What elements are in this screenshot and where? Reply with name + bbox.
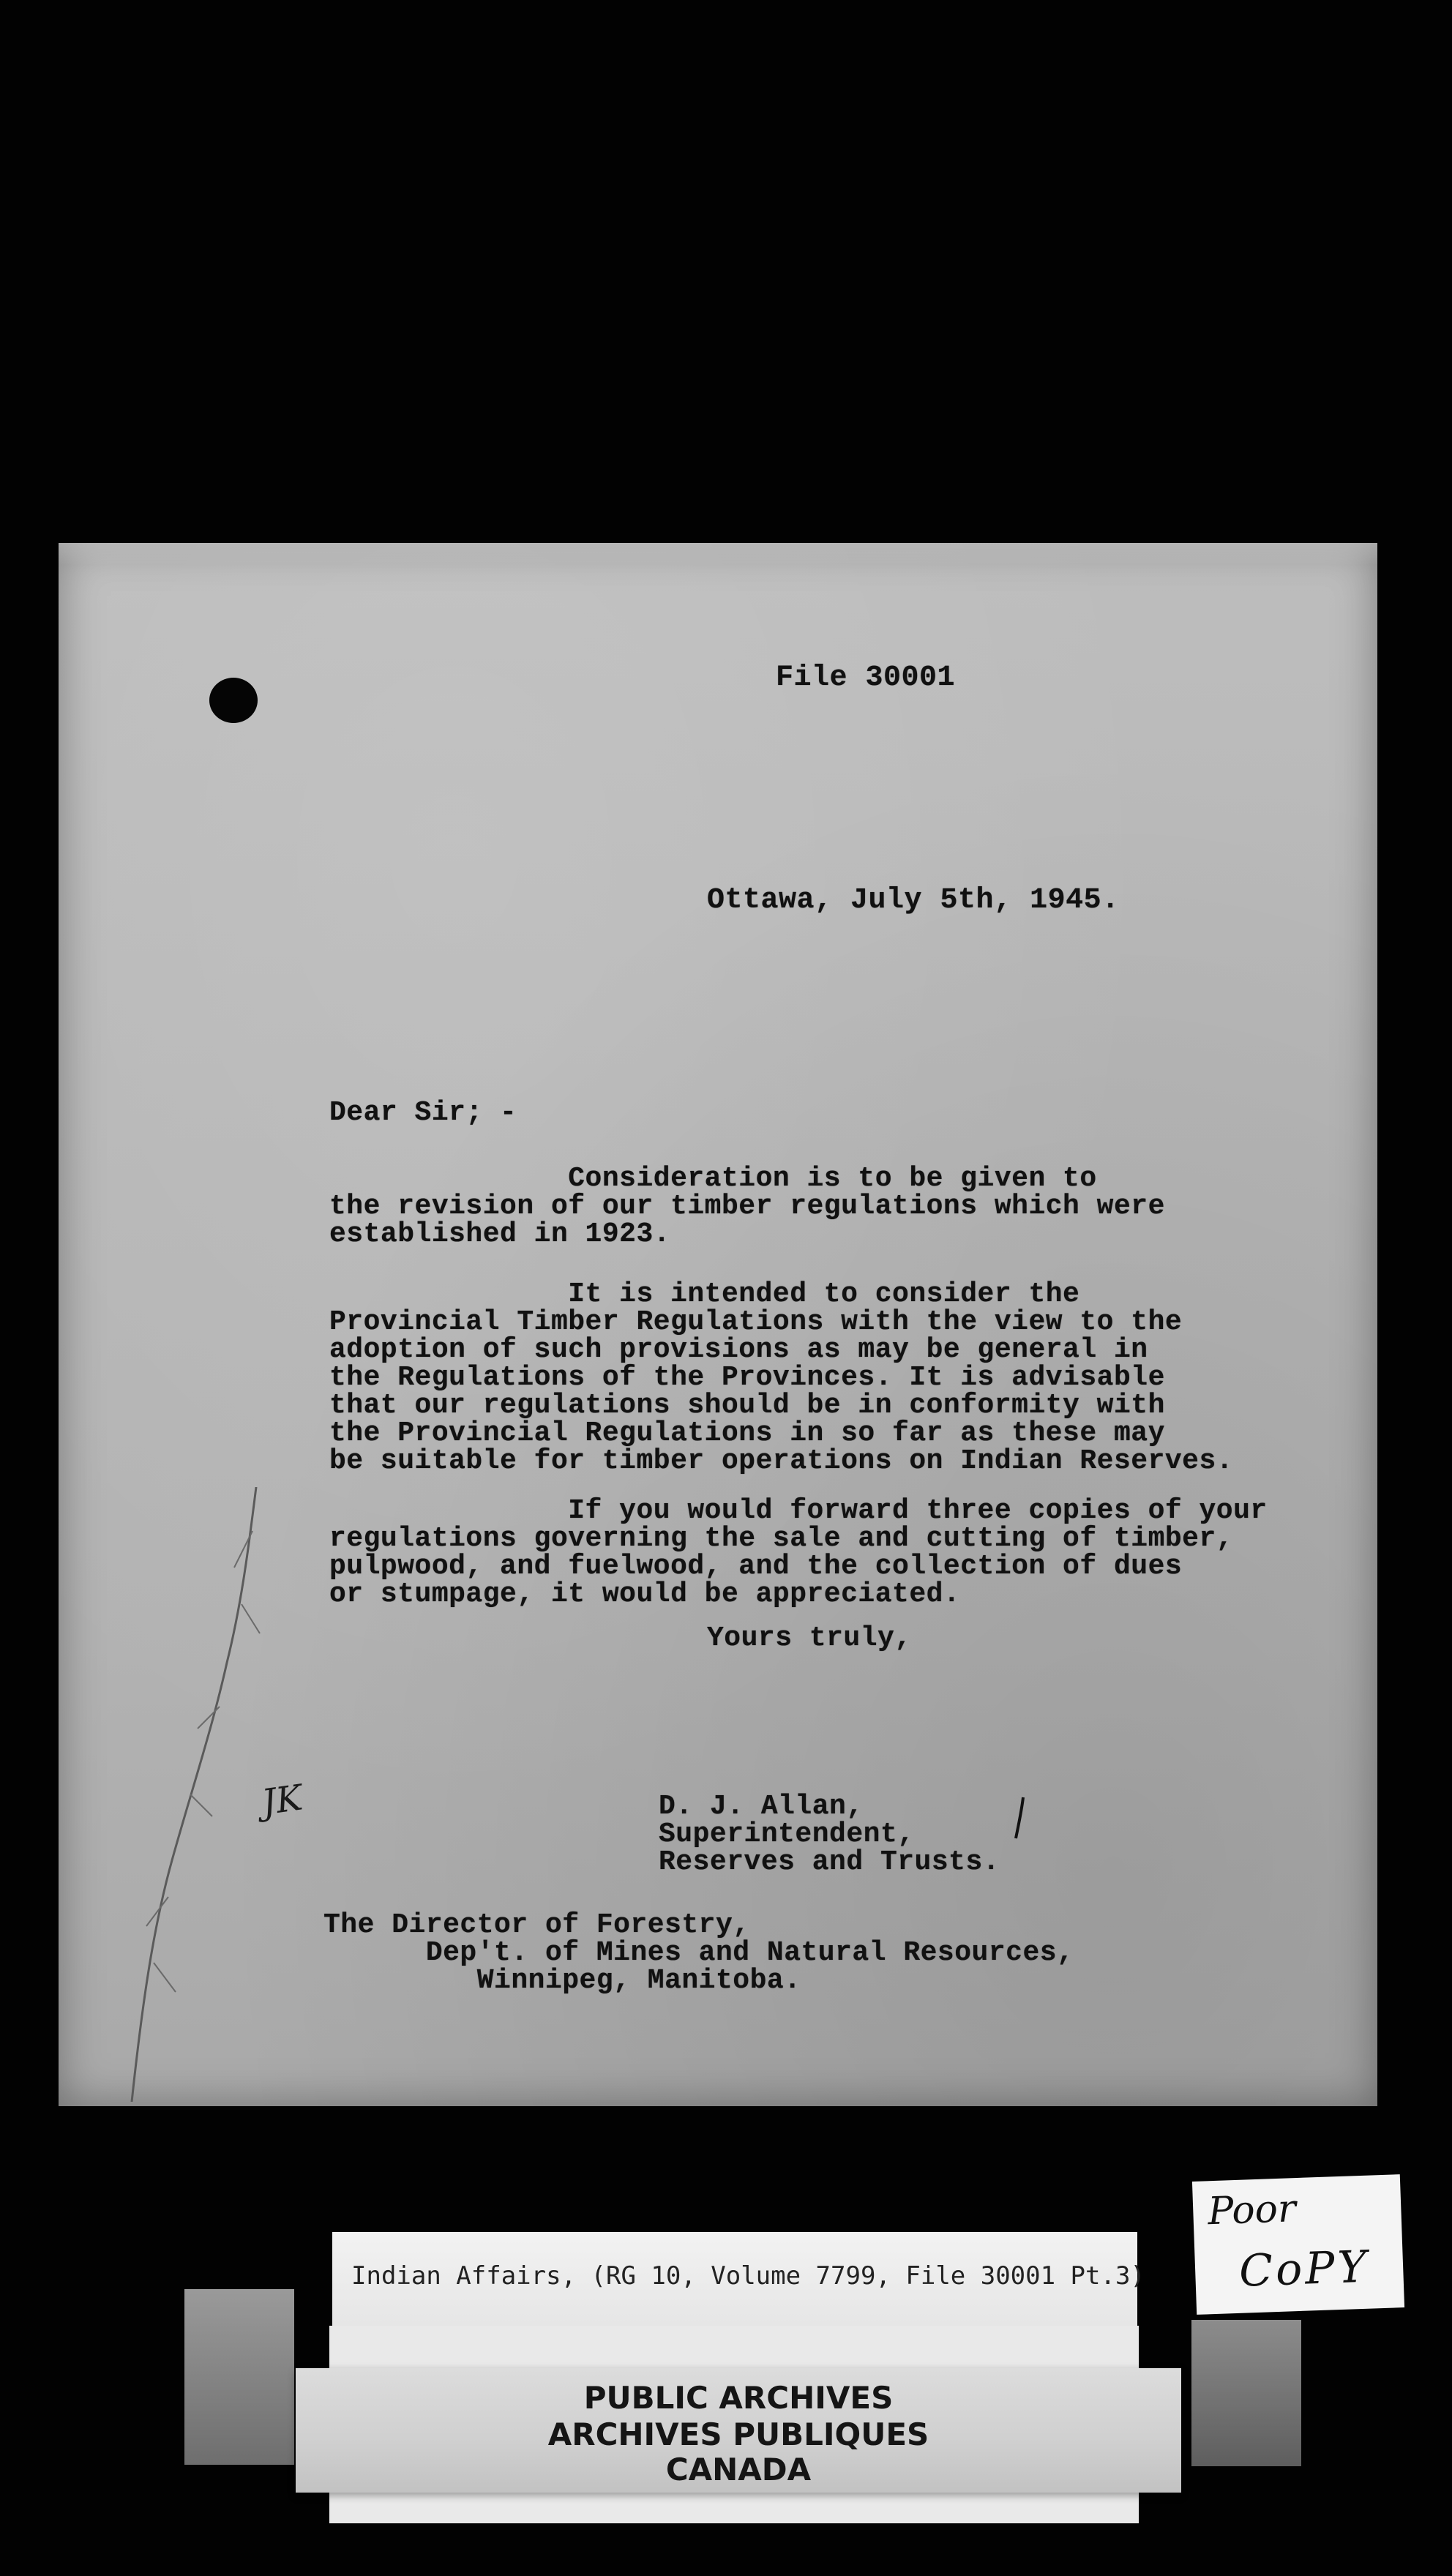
handwritten-initials: JK — [259, 1777, 305, 1824]
poor-copy-note-line-2: CoPY — [1238, 2241, 1371, 2297]
letter-closing: Yours truly, — [707, 1622, 912, 1654]
paper-edge — [59, 543, 1377, 565]
letter-salutation: Dear Sir; - — [329, 1097, 517, 1128]
archive-reference-text: Indian Affairs, (RG 10, Volume 7799, File 30001 Pt.3) — [351, 2261, 1145, 2291]
archives-stamp-line-3: CANADA — [665, 2452, 812, 2487]
poor-copy-note — [1192, 2174, 1404, 2315]
letter-paragraph-3: If you would forward three copies of your regulations governing the sale and cutting of timber, pulpwood, and fuelwood, and the collection of dues or stumpage, it would be appreciated. — [329, 1495, 1268, 1610]
signature-block: D. J. Allan, Superintendent, Reserves and Trusts. — [659, 1791, 1000, 1878]
signature-tick-mark — [1013, 1796, 1028, 1840]
file-number: File 30001 — [776, 662, 956, 694]
poor-copy-note-line-1: Poor — [1207, 2187, 1297, 2234]
public-archives-stamp — [296, 2368, 1181, 2493]
punch-hole — [209, 678, 258, 723]
letter-paragraph-1: Consideration is to be given to the revision of our timber regulations which were established in 1923. — [329, 1163, 1165, 1250]
letter-page — [59, 543, 1377, 2106]
letter-dateline: Ottawa, July 5th, 1945. — [707, 884, 1120, 917]
archives-stamp-line-1: PUBLIC ARCHIVES — [583, 2380, 894, 2416]
archive-reference-label — [332, 2232, 1145, 2326]
recipient-address: The Director of Forestry, Dep't. of Mines and Natural Resources, Winnipeg, Manitoba. — [323, 1909, 1074, 1996]
letter-paragraph-2: It is intended to consider the Provincial Timber Regulations with the view to the adoption of such provisions as may be general in the Regulations of the Provinces. It is advisable that our regulations should be in conformity with the Provincial Regulations in so far as these may be suitable for timber operations on Indian Reserves. — [329, 1278, 1234, 1477]
mount-bracket-left — [184, 2289, 294, 2465]
archives-stamp-line-2: ARCHIVES PUBLIQUES — [547, 2416, 929, 2452]
mount-bracket-right — [1191, 2320, 1301, 2466]
